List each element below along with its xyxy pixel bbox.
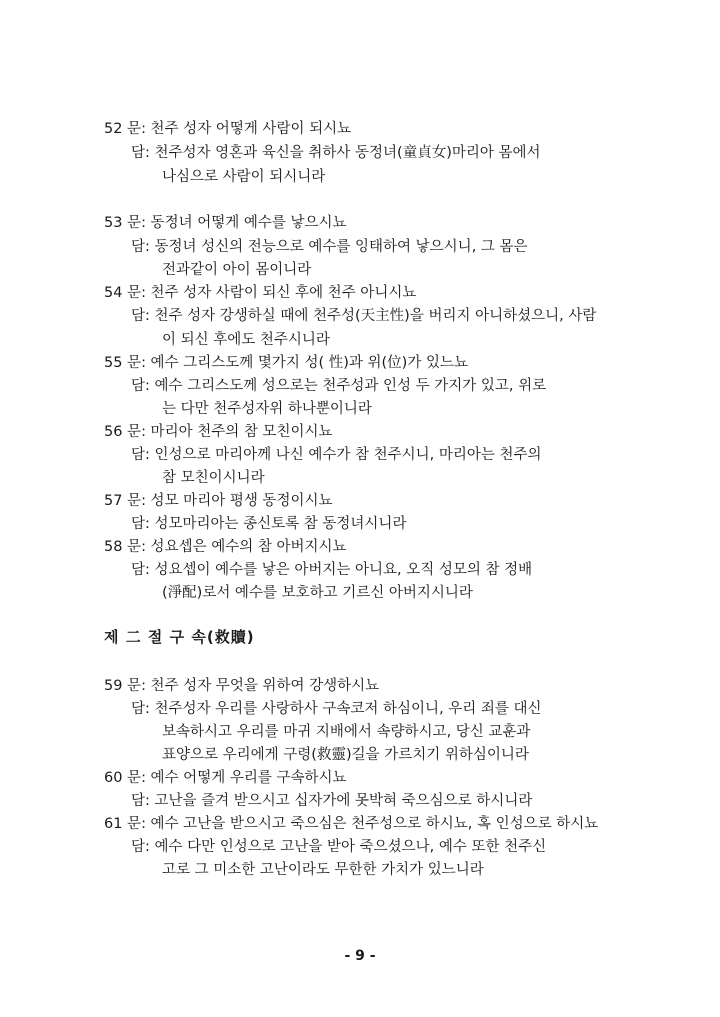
answer-58-continued: (淨配)로서 예수를 보호하고 기르신 아버지시니라 <box>162 585 473 601</box>
answer-59-continued-1: 보속하시고 우리를 마귀 지배에서 속량하시고, 당신 교훈과 <box>162 724 531 740</box>
answer-59: 담: 천주성자 우리를 사랑하사 구속코저 하심이니, 우리 죄를 대신 <box>131 701 542 717</box>
question-59: 59 문: 천주 성자 무엇을 위하여 강생하시뇨 <box>104 678 380 694</box>
answer-59-continued-2: 표양으로 우리에게 구령(救靈)길을 가르치기 위하심이니라 <box>162 747 529 763</box>
answer-57: 담: 성모마리아는 종신토록 참 동정녀시니라 <box>131 516 407 532</box>
section-heading: 제 二 절 구 속(救贖) <box>104 628 255 646</box>
question-54: 54 문: 천주 성자 사람이 되신 후에 천주 아니시뇨 <box>104 285 417 301</box>
answer-52-continued: 나심으로 사람이 되시니라 <box>162 169 326 185</box>
answer-60: 담: 고난을 즐겨 받으시고 십자가에 못박혀 죽으심으로 하시니라 <box>131 793 533 809</box>
answer-53: 담: 동정녀 성신의 전능으로 예수를 잉태하여 낳으시니, 그 몸은 <box>131 239 528 255</box>
answer-52: 담: 천주성자 영혼과 육신을 취하사 동정녀(童貞女)마리아 몸에서 <box>131 145 541 161</box>
answer-61-continued: 고로 그 미소한 고난이라도 무한한 가치가 있느니라 <box>162 862 484 878</box>
question-53: 53 문: 동정녀 어떻게 예수를 낳으시뇨 <box>104 215 347 231</box>
answer-56: 담: 인성으로 마리아께 나신 예수가 참 천주시니, 마리아는 천주의 <box>131 447 542 463</box>
question-61: 61 문: 예수 고난을 받으시고 죽으심은 천주성으로 하시뇨, 혹 인성으로 하시뇨 <box>104 816 599 832</box>
answer-54: 담: 천주 성자 강생하실 때에 천주성(天主性)을 버리지 아니하셨으니, 사람 <box>131 308 597 324</box>
answer-53-continued: 전과같이 아이 몸이니라 <box>162 262 312 278</box>
question-56: 56 문: 마리아 천주의 참 모친이시뇨 <box>104 424 333 440</box>
answer-61: 담: 예수 다만 인성으로 고난을 받아 죽으셨으나, 예수 또한 천주신 <box>131 839 547 855</box>
page-number: - 9 - <box>344 948 376 964</box>
question-52: 52 문: 천주 성자 어떻게 사람이 되시뇨 <box>104 121 352 137</box>
question-57: 57 문: 성모 마리아 평생 동정이시뇨 <box>104 493 333 509</box>
answer-54-continued: 이 되신 후에도 천주시니라 <box>162 332 330 348</box>
question-58: 58 문: 성요셉은 예수의 참 아버지시뇨 <box>104 539 347 555</box>
answer-56-continued: 참 모친이시니라 <box>162 470 265 486</box>
answer-55-continued: 는 다만 천주성자위 하나뿐이니라 <box>162 401 372 417</box>
answer-58: 담: 성요셉이 예수를 낳은 아버지는 아니요, 오직 성모의 참 정배 <box>131 562 533 578</box>
question-60: 60 문: 예수 어떻게 우리를 구속하시뇨 <box>104 770 347 786</box>
answer-55: 담: 예수 그리스도께 성으로는 천주성과 인성 두 가지가 있고, 위로 <box>131 378 547 394</box>
question-55: 55 문: 예수 그리스도께 몇가지 성( 性)과 위(位)가 있느뇨 <box>104 355 468 371</box>
